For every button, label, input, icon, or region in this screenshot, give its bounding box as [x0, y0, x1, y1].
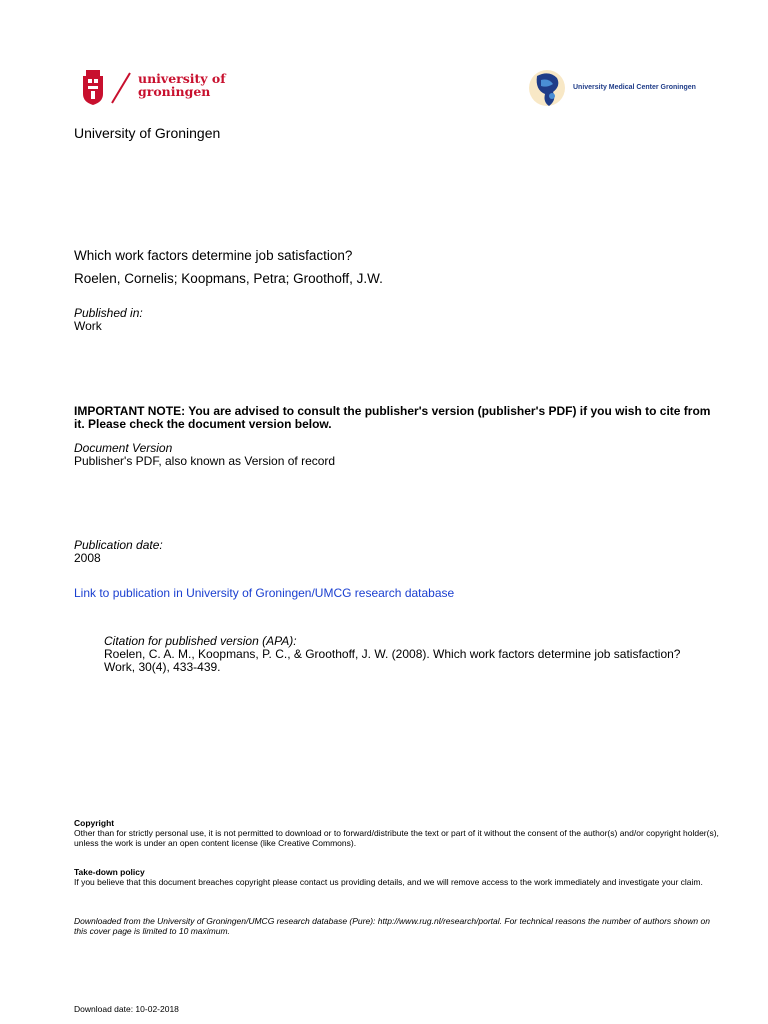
rug-logo-text [138, 72, 226, 98]
umcg-logo-text: University Medical Center Groningen [573, 84, 696, 91]
takedown-heading: Take-down policy [74, 867, 145, 877]
published-in-label: Published in: [74, 306, 143, 320]
institution-name: University of Groningen [74, 125, 221, 141]
document-version-label: Document Version [74, 441, 173, 455]
rug-shield-icon [80, 68, 106, 106]
takedown-text: If you believe that this document breaches copyright please contact us providing details, and we will remove access to the work immediately and investigate your claim. [74, 877, 703, 887]
umcg-emblem-icon [527, 66, 567, 110]
publication-authors: Roelen, Cornelis; Koopmans, Petra; Groothoff, J.W. [74, 271, 383, 286]
rug-logo [80, 68, 230, 108]
publication-title: Which work factors determine job satisfaction? [74, 248, 353, 263]
pure-note: Downloaded from the University of Groningen/UMCG research database (Pure): http://www.rug.nl/research/portal. For technical reasons the number of authors shown on this cover page is limited to 10 maximum. [74, 916, 710, 936]
published-in-value: Work [74, 319, 102, 333]
publication-date-value: 2008 [74, 551, 101, 565]
citation-text: Roelen, C. A. M., Koopmans, P. C., & Groothoff, J. W. (2008). Which work factors determine job satisfaction? Work, 30(4), 433-439. [104, 647, 681, 674]
copyright-heading: Copyright [74, 818, 115, 828]
citation-label: Citation for published version (APA): [104, 634, 297, 648]
umcg-logo [527, 66, 707, 110]
rug-logo-line1: university of [138, 71, 226, 86]
publication-link[interactable]: Link to publication in University of Groningen/UMCG research database [74, 586, 455, 600]
important-note: IMPORTANT NOTE: You are advised to consult the publisher's version (publisher's PDF) if you wish to cite from it. Please check the document version below. [74, 404, 711, 431]
download-date: Download date: 10-02-2018 [74, 1004, 179, 1014]
publication-date-label: Publication date: [74, 538, 163, 552]
copyright-text: Other than for strictly personal use, it is not permitted to download or to forward/distribute the text or part of it without the consent of the author(s) and/or copyright holder(s), unless the work is under an open content license (like Creative Commons). [74, 828, 719, 848]
document-version-value: Publisher's PDF, also known as Version of record [74, 454, 336, 468]
rug-logo-line2: groningen [138, 84, 211, 99]
rug-slash-icon [110, 72, 132, 104]
